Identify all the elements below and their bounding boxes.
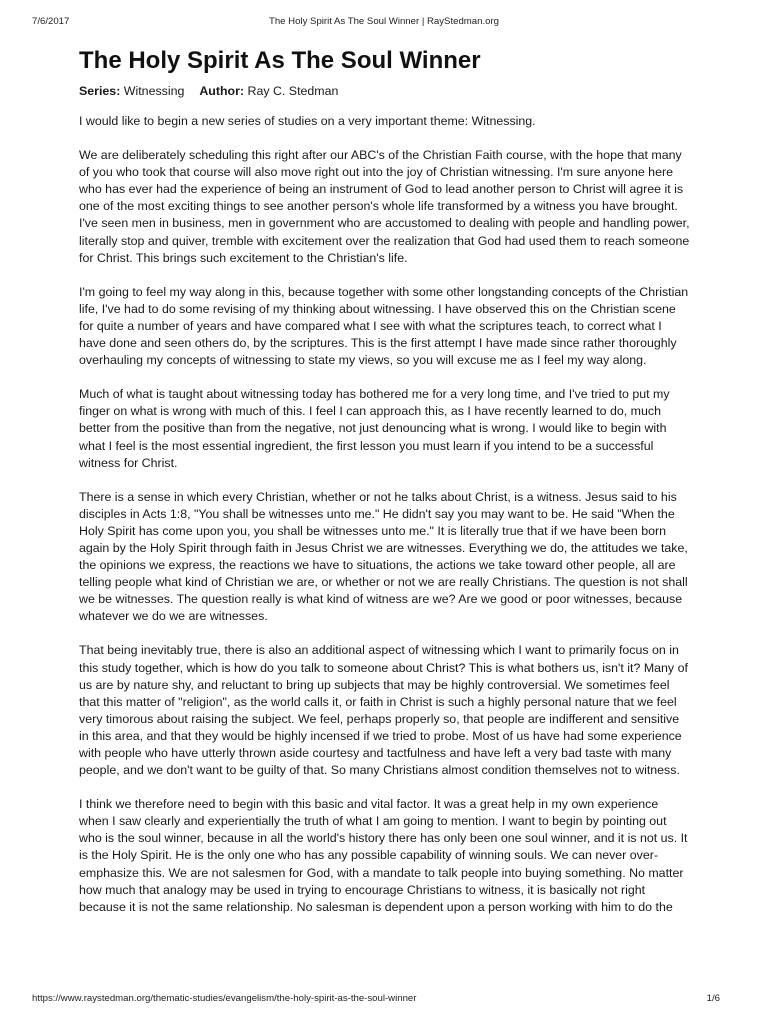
article-body [79,113,691,916]
print-url: https://www.raystedman.org/thematic-studies/evangelism/the-holy-spirit-as-the-soul-winner [32,993,417,1004]
print-page-title: The Holy Spirit As The Soul Winner | RayStedman.org [268,16,499,27]
paragraph: There is a sense in which every Christian, whether or not he talks about Christ, is a witness. Jesus said to his disciples in Acts 1:8, "You shall be witnesses unto me." He didn't say you may want to be. He said "When the Holy Spirit has come upon you, you shall be witnesses unto me." It is literally true that if we have been born again by the Holy Spirit through faith in Jesus Christ we are witnesses. Everything we do, the attitudes we take, the opinions we express, the reactions we have to situations, the actions we take toward other people, all are telling people what kind of Christian we are, or whether or not we are really Christians. The question is not shall we be witnesses. The question really is what kind of witness are we? Are we good or poor witnesses, because whatever we do we are witnesses. [79,489,688,624]
author-value: Ray C. Stedman [247,84,339,98]
series-value[interactable]: Witnessing [123,84,185,98]
article-title: The Holy Spirit As The Soul Winner [79,47,481,74]
series-label: Series: [79,84,121,98]
paragraph: Much of what is taught about witnessing today has bothered me for a very long time, and I've tried to put my finger on what is wrong with much of this. I feel I can approach this, as I have recently learned to do, much better from the positive than from the negative, not just denouncing what is wrong. I would like to begin with what I feel is the most essential ingredient, the first lesson you must learn if you intend to be a successful witness for Christ. [79,387,670,470]
print-header [32,16,736,30]
print-page-number: 1/6 [706,993,720,1004]
paragraph: I'm going to feel my way along in this, because together with some other longstanding concepts of the Christian life, I've had to do some revising of my thinking about witnessing. I have observed this on the Christian scene for quite a number of years and have compared what I see with what the scriptures teach, to correct what I have done and seen others do, by the scriptures. This is the first attempt I have made since rather thoroughly overhauling my concepts of witnessing to state my views, so you will excuse me as I feel my way along. [79,284,689,368]
article [79,44,691,933]
print-footer [32,993,736,1007]
paragraph: That being inevitably true, there is also an additional aspect of witnessing which I want to primarily focus on in this study together, which is how do you talk to someone about Christ? This is what bothers us, isn't it? Many of us are by nature shy, and reluctant to bring up subjects that may be highly controversial. We sometimes feel that this matter of "religion", as the world calls it, or faith in Christ is such a highly personal nature that we feel very timorous about raising the subject. We feel, perhaps properly so, that people are indifferent and sensitive in this area, and that they would be highly incensed if we tried to probe. Most of us have had some experience with people who have utterly thrown aside courtesy and tactfulness and have left a very bad taste with many people, and we don't want to be guilty of that. So many Christians almost condition themselves not to witness. [79,643,688,778]
article-meta [79,83,691,100]
paragraph: We are deliberately scheduling this right after our ABC's of the Christian Faith course, with the hope that many of you who took that course will also move right out into the joy of Christian witnessing. I'm sure anyone here who has ever had the experience of being an instrument of God to lead another person to Christ will agree it is one of the most exciting things to see another person's whole life transformed by a witness you have brought. I've seen men in business, men in government who are accustomed to dealing with people and handling power, literally stop and quiver, tremble with excitement over the realization that God had used them to reach someone for Christ. This brings such excitement to the Christian's life. [79,148,690,265]
paragraph: I think we therefore need to begin with this basic and vital factor. It was a great help in my own experience when I saw clearly and experientially the truth of what I am going to mention. I want to begin by pointing out who is the soul winner, because in all the world's history there has only been one soul winner, and it is not us. It is the Holy Spirit. He is the only one who has any possible capability of winning souls. We can never over-emphasize this. We are not salesmen for God, with a mandate to talk people into buying something. No matter how much that analogy may be used in trying to encourage Christians to witness, it is basically not right because it is not the same relationship. No salesman is dependent upon a person working with him to do the [79,797,688,914]
paragraph: I would like to begin a new series of studies on a very important theme: Witnessing. [79,114,536,128]
print-date: 7/6/2017 [32,16,70,27]
author-label: Author: [199,84,245,98]
